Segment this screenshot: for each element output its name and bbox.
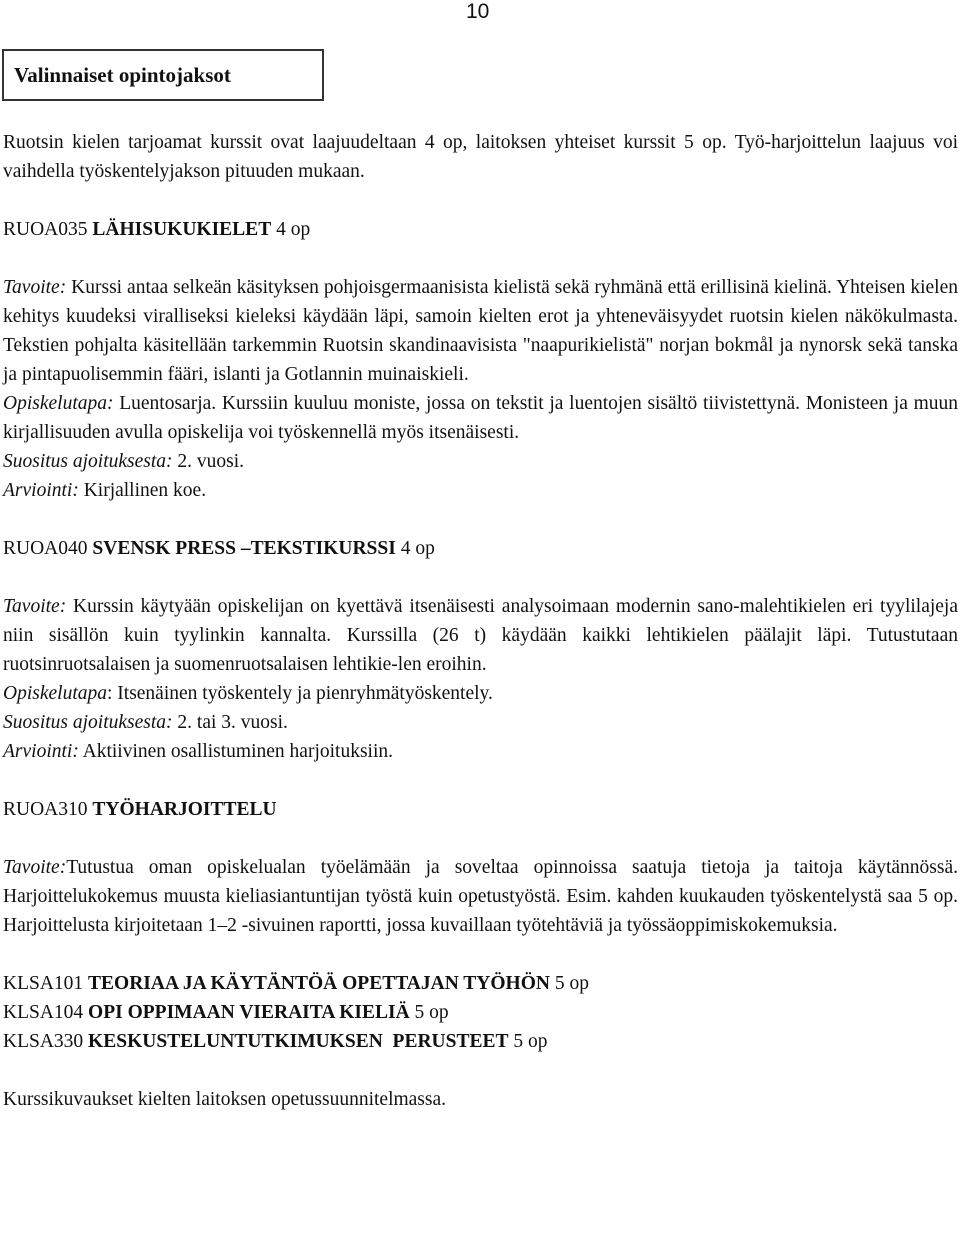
timing-label: Suositus ajoituksesta: [3,712,173,733]
course-heading-ruoa035 [3,215,958,244]
course-heading-ruoa310 [3,795,958,824]
course-assessment [3,737,958,766]
course-credits: 5 op [414,1002,449,1023]
course-credits: 4 op [400,538,435,559]
course-code: KLSA101 [3,973,84,994]
goal-label: Tavoite: [3,596,67,617]
assessment-text: Kirjallinen koe. [83,480,207,501]
course-title: KESKUSTELUNTUTKIMUKSEN PERUSTEET [88,1031,509,1052]
course-credits: 5 op [554,973,589,994]
shared-course-klsa104 [3,998,958,1027]
course-code: KLSA330 [3,1031,84,1052]
course-code: RUOA310 [3,799,88,820]
goal-text: Tutustua oman opiskelualan työelämään ja soveltaa opinnoissa saatuja tietoja ja taitoja käytännössä. Harjoittelukokemus muusta kieliasiantuntijan työstä kuin opetustyöstä. Esim. kahden kuukauden työskentelystä saa 5 op. Harjoittelusta kirjoitetaan 1–2 -sivuinen raportti, jossa kuvaillaan työtehtäviä ja työssäoppimiskokemuksia. [3,857,958,936]
course-title: OPI OPPIMAAN VIERAITA KIELIÄ [88,1002,410,1023]
goal-text: Kurssi antaa selkeän käsityksen pohjoisgermaanisista kielistä sekä ryhmänä että erillisinä kielinä. Yhteisen kielen kehitys kuudeksi viralliseksi kieleksi käydään läpi, samoin kielten erot ja yhteneväisyydet ruotsin kielen näkökulmasta. Tekstien pohjalta käsitellään tarkemmin Ruotsin skandinaavisista "naapurikielistä" norjan bokmål ja nynorsk sekä tanska ja pintapuolisemmin fääri, islanti ja Gotlannin muinaiskieli. [3,277,958,385]
assessment-label: Arviointi: [3,480,79,501]
course-title: TYÖHARJOITTELU [92,799,277,820]
goal-label: Tavoite: [3,277,67,298]
method-label: Opiskelutapa: [3,393,114,414]
document-body [3,128,958,1114]
course-credits: 5 op [513,1031,548,1052]
course-code: RUOA040 [3,538,88,559]
method-text: Luentosarja. Kurssiin kuuluu moniste, jossa on tekstit ja luentojen sisältö tiivistettynä. Monisteen ja muun kirjallisuuden avulla opiskelija voi työskennellä myös itsenäisesti. [3,393,959,443]
section-title: Valinnaiset opintojaksot [14,62,231,87]
course-code: KLSA104 [3,1002,84,1023]
course-title: SVENSK PRESS –TEKSTIKURSSI [92,538,396,559]
timing-label: Suositus ajoituksesta: [3,451,173,472]
course-goal [3,273,958,389]
assessment-text: Aktiivinen osallistuminen harjoituksiin. [82,741,393,762]
assessment-label: Arviointi: [3,741,79,762]
course-title: TEORIAA JA KÄYTÄNTÖÄ OPETTAJAN TYÖHÖN [88,973,550,994]
timing-text: 2. vuosi. [177,451,245,472]
course-code: RUOA035 [3,219,88,240]
method-label: Opiskelutapa [3,683,107,704]
footer-note: Kurssikuvaukset kielten laitoksen opetussuunnitelmassa. [3,1089,447,1110]
intro-paragraph: Ruotsin kielen tarjoamat kurssit ovat laajuudeltaan 4 op, laitoksen yhteiset kurssit 5 op. Työ-harjoittelun laajuus voi vaihdella työskentelyjakson pituuden mukaan. [3,132,958,182]
course-assessment [3,476,958,505]
course-timing [3,708,958,737]
goal-label: Tavoite: [3,857,67,878]
course-goal [3,853,958,940]
course-goal [3,592,958,679]
course-title: LÄHISUKUKIELET [92,219,272,240]
course-timing [3,447,958,476]
timing-text: 2. tai 3. vuosi. [177,712,288,733]
shared-course-klsa101 [3,969,958,998]
shared-course-klsa330 [3,1027,958,1056]
course-method [3,389,958,447]
course-method [3,679,958,708]
course-heading-ruoa040 [3,534,958,563]
page-number: 10 [466,0,490,23]
course-credits: 4 op [276,219,311,240]
goal-text: Kurssin käytyään opiskelijan on kyettävä itsenäisesti analysoimaan modernin sano-malehtikielen eri tyylilajeja niin sisällön kuin tyylinkin kannalta. Kurssilla (26 t) käydään kaikki lehtikielen päälajit läpi. Tutustutaan ruotsinruotsalaisen ja suomenruotsalaisen lehtikie-len eroihin. [3,596,959,675]
method-text: : Itsenäinen työskentely ja pienryhmätyöskentely. [106,683,493,704]
section-title-box [2,49,324,101]
